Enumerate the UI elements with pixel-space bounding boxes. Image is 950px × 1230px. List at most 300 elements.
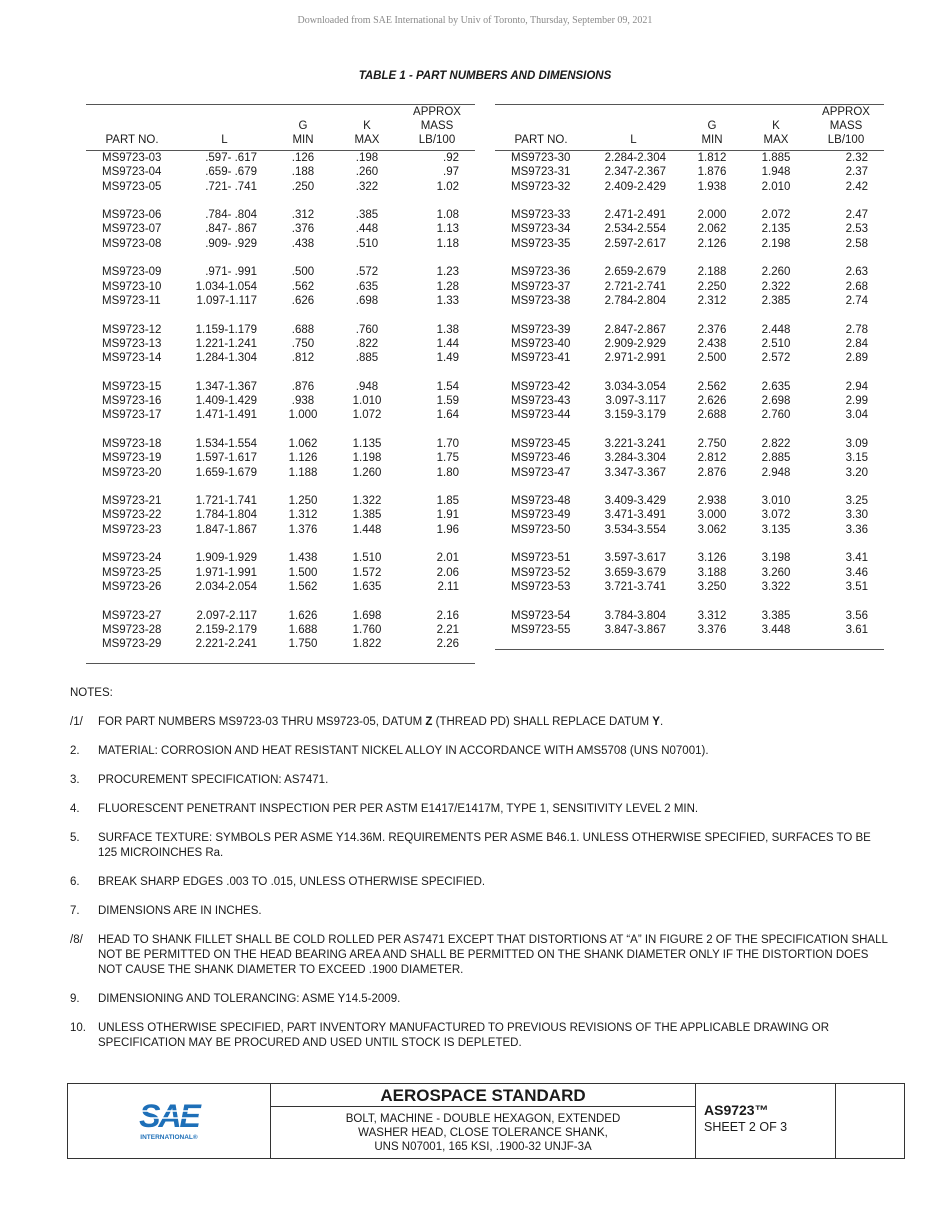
g-min: 2.126 — [697, 237, 727, 250]
part-number: MS9723-07 — [102, 223, 162, 236]
k-max: 2.948 — [761, 466, 791, 479]
length-range: 3.159-3.179 — [604, 409, 666, 422]
length-range: 2.784-2.804 — [604, 294, 666, 307]
length-range: .784- .804 — [205, 209, 257, 222]
approx-mass: 2.99 — [845, 395, 868, 408]
approx-mass: 1.91 — [436, 509, 459, 522]
header-part-no: PART NO. — [86, 105, 178, 151]
k-max: .510 — [355, 237, 379, 250]
length-range: 2.847-2.867 — [604, 323, 666, 336]
table-row — [86, 523, 475, 537]
k-max: 1.822 — [352, 638, 382, 651]
k-max: .385 — [355, 209, 379, 222]
k-max: .260 — [355, 166, 379, 179]
table-row — [495, 151, 884, 166]
table-row — [495, 623, 884, 637]
approx-mass: 1.13 — [436, 223, 459, 236]
approx-mass: 3.56 — [845, 609, 868, 622]
length-range: 1.659-1.679 — [195, 466, 257, 479]
approx-mass: 3.25 — [845, 495, 868, 508]
part-number: MS9723-22 — [102, 509, 162, 522]
header-g: G MIN — [680, 105, 744, 151]
g-min: 3.062 — [697, 523, 727, 536]
g-min: .812 — [291, 352, 315, 365]
approx-mass: 2.68 — [845, 280, 868, 293]
approx-mass: 3.20 — [845, 466, 868, 479]
header-mass: APPROX MASS LB/100 — [808, 105, 884, 151]
approx-mass: 3.15 — [845, 452, 868, 465]
approx-mass: 2.32 — [845, 152, 868, 164]
length-range: 3.534-3.554 — [604, 523, 666, 536]
table-row — [495, 523, 884, 537]
part-number: MS9723-47 — [511, 466, 571, 479]
part-number: MS9723-42 — [511, 380, 571, 393]
note-text: MATERIAL: CORROSION AND HEAT RESISTANT NICKEL ALLOY IN ACCORDANCE WITH AMS5708 (UNS N07001). — [98, 745, 709, 757]
note-text: HEAD TO SHANK FILLET SHALL BE COLD ROLLED PER AS7471 EXCEPT THAT DISTORTIONS AT “A” IN FIGURE 2 OF THE SPECIFICATION SHALL NOT BE PERMITTED ON THE HEAD BEARING AREA AND SHALL BE PERMITTED ON THE SHANK DIAMETER ONLY IF THE DISTORTION DOES NOT CAUSE THE SHANK DIAMETER TO EXCEED .1900 DIAMETER. — [98, 934, 888, 976]
length-range: 2.221-2.241 — [195, 638, 257, 651]
length-range: 3.097-3.117 — [605, 395, 666, 408]
part-number: MS9723-51 — [511, 552, 571, 565]
k-max: 1.572 — [352, 566, 382, 579]
g-min: 2.626 — [697, 395, 727, 408]
part-number: MS9723-29 — [102, 638, 162, 651]
part-number: MS9723-46 — [511, 452, 571, 465]
k-max: .198 — [355, 152, 379, 164]
table-row — [86, 623, 475, 637]
table-row — [86, 251, 475, 280]
k-max: 3.072 — [761, 509, 791, 522]
part-number: MS9723-10 — [102, 280, 162, 293]
approx-mass: 1.64 — [436, 409, 459, 422]
part-number: MS9723-41 — [511, 352, 571, 365]
approx-mass: 1.18 — [436, 237, 459, 250]
length-range: 2.034-2.054 — [195, 580, 257, 593]
length-range: 3.034-3.054 — [604, 380, 666, 393]
k-max: 3.135 — [761, 523, 791, 536]
document-id — [696, 1084, 836, 1158]
header-part-no: PART NO. — [495, 105, 587, 151]
g-min: .126 — [291, 152, 315, 164]
g-min: .750 — [291, 337, 315, 350]
table-row — [495, 180, 884, 194]
g-min: 1.188 — [288, 466, 318, 479]
table-row — [86, 194, 475, 223]
g-min: .312 — [291, 209, 315, 222]
table-row — [495, 251, 884, 280]
part-number: MS9723-39 — [511, 323, 571, 336]
k-max: .948 — [355, 380, 379, 393]
k-max: 2.760 — [761, 409, 791, 422]
table-row — [86, 480, 475, 509]
note-item — [70, 744, 890, 759]
download-watermark: Downloaded from SAE International by Univ of Toronto, Thursday, September 09, 2021 — [297, 15, 653, 26]
approx-mass: 2.58 — [845, 237, 868, 250]
part-description: BOLT, MACHINE - DOUBLE HEXAGON, EXTENDED WASHER HEAD, CLOSE TOLERANCE SHANK, UNS N07001, 165 KSI, .1900-32 UNJF-3A — [345, 1113, 621, 1153]
k-max: 3.010 — [761, 495, 791, 508]
k-max: 2.010 — [761, 180, 791, 193]
note-text: FOR PART NUMBERS MS9723-03 THRU MS9723-05, DATUM Z (THREAD PD) SHALL REPLACE DATUM Y. — [98, 716, 664, 728]
note-text: BREAK SHARP EDGES .003 TO .015, UNLESS OTHERWISE SPECIFIED. — [98, 876, 486, 888]
part-number: MS9723-26 — [102, 580, 162, 593]
g-min: 1.126 — [288, 452, 318, 465]
part-table-right — [495, 104, 884, 650]
table-row — [495, 580, 884, 594]
table-row — [495, 280, 884, 294]
approx-mass: 2.89 — [845, 352, 868, 365]
table-row — [495, 365, 884, 394]
g-min: 1.626 — [288, 609, 318, 622]
length-range: .847- .867 — [205, 223, 257, 236]
length-range: .909- .929 — [205, 237, 257, 250]
part-number: MS9723-32 — [511, 180, 571, 193]
note-number: 7. — [70, 905, 80, 917]
k-max: 1.510 — [352, 552, 382, 565]
header-k: K MAX — [744, 105, 808, 151]
approx-mass: 1.75 — [436, 452, 459, 465]
g-min: 1.312 — [288, 509, 318, 522]
part-number: MS9723-36 — [511, 266, 571, 279]
part-number: MS9723-24 — [102, 552, 162, 565]
note-item — [70, 1021, 890, 1051]
length-range: 1.597-1.617 — [195, 452, 257, 465]
k-max: .322 — [355, 180, 379, 193]
table-row — [86, 466, 475, 480]
k-max: 2.698 — [761, 395, 791, 408]
length-range: 1.471-1.491 — [195, 409, 257, 422]
g-min: .250 — [291, 180, 315, 193]
g-min: 3.188 — [697, 566, 727, 579]
approx-mass: .92 — [443, 152, 459, 164]
length-range: 2.909-2.929 — [604, 337, 666, 350]
length-range: 2.097-2.117 — [196, 609, 257, 622]
length-range: 1.284-1.304 — [195, 352, 257, 365]
part-number: MS9723-09 — [102, 266, 162, 279]
g-min: .562 — [291, 280, 315, 293]
approx-mass: 2.53 — [845, 223, 868, 236]
g-min: 1.938 — [697, 180, 727, 193]
length-range: 3.471-3.491 — [604, 509, 666, 522]
k-max: .635 — [355, 280, 379, 293]
g-min: 2.188 — [697, 266, 727, 279]
approx-mass: 1.38 — [436, 323, 459, 336]
table-row — [86, 637, 475, 651]
table-row — [86, 280, 475, 294]
table-row — [86, 537, 475, 566]
table-row — [495, 408, 884, 422]
table-row — [495, 394, 884, 408]
header-mass: APPROX MASS LB/100 — [399, 105, 475, 151]
table-row — [495, 594, 884, 623]
length-range: 2.534-2.554 — [604, 223, 666, 236]
g-min: 1.750 — [288, 638, 318, 651]
g-min: 1.876 — [697, 166, 727, 179]
note-number: 5. — [70, 832, 80, 844]
part-number: MS9723-13 — [102, 337, 162, 350]
g-min: 1.500 — [288, 566, 318, 579]
approx-mass: 1.96 — [436, 523, 459, 536]
revision-box — [836, 1084, 904, 1158]
approx-mass: 1.70 — [436, 437, 459, 450]
length-range: 2.284-2.304 — [604, 152, 666, 164]
g-min: .876 — [291, 380, 315, 393]
k-max: 2.322 — [761, 280, 791, 293]
note-text: PROCUREMENT SPECIFICATION: AS7471. — [98, 774, 329, 786]
length-range: 2.159-2.179 — [195, 623, 257, 636]
table-row — [86, 594, 475, 623]
table-row — [495, 222, 884, 236]
length-range: 2.721-2.741 — [604, 280, 666, 293]
note-item — [70, 875, 890, 890]
approx-mass: 1.02 — [436, 180, 459, 193]
length-range: 3.659-3.679 — [604, 566, 666, 579]
note-number: /8/ — [70, 934, 83, 946]
note-item — [70, 715, 890, 730]
part-number: MS9723-33 — [511, 209, 571, 222]
length-range: 1.347-1.367 — [195, 380, 257, 393]
note-text: SURFACE TEXTURE: SYMBOLS PER ASME Y14.36M. REQUIREMENTS PER ASME B46.1. UNLESS OTHERWISE SPECIFIED, SURFACES TO BE 125 MICROINCHES Ra. — [98, 832, 871, 859]
table-row — [495, 537, 884, 566]
k-max: 2.510 — [761, 337, 791, 350]
header-g: G MIN — [271, 105, 335, 151]
g-min: 1.062 — [288, 437, 318, 450]
approx-mass: 2.42 — [845, 180, 868, 193]
approx-mass: 2.47 — [845, 209, 868, 222]
g-min: 1.812 — [697, 152, 727, 164]
k-max: 2.072 — [761, 209, 791, 222]
approx-mass: 2.78 — [845, 323, 868, 336]
part-number: MS9723-54 — [511, 609, 571, 622]
part-number: MS9723-11 — [102, 294, 161, 307]
part-number: MS9723-40 — [511, 337, 571, 350]
svg-text:INTERNATIONAL®: INTERNATIONAL® — [140, 1134, 198, 1141]
g-min: 1.688 — [288, 623, 318, 636]
approx-mass: 2.26 — [436, 638, 459, 651]
approx-mass: 2.01 — [436, 552, 459, 565]
g-min: .938 — [291, 395, 315, 408]
g-min: 2.312 — [697, 294, 727, 307]
svg-text:SAE: SAE — [139, 1100, 199, 1134]
length-range: 1.034-1.054 — [195, 280, 257, 293]
approx-mass: 3.61 — [845, 623, 868, 636]
length-range: 2.471-2.491 — [604, 209, 666, 222]
g-min: 2.938 — [697, 495, 727, 508]
g-min: .500 — [291, 266, 315, 279]
g-min: .376 — [291, 223, 315, 236]
k-max: 1.260 — [352, 466, 382, 479]
k-max: .885 — [355, 352, 379, 365]
part-number: MS9723-03 — [102, 152, 162, 164]
length-range: 2.597-2.617 — [604, 237, 666, 250]
k-max: .448 — [355, 223, 379, 236]
g-min: 3.126 — [697, 552, 727, 565]
k-max: 1.198 — [352, 452, 382, 465]
length-range: 1.221-1.241 — [195, 337, 257, 350]
g-min: 3.000 — [697, 509, 727, 522]
part-number: MS9723-30 — [511, 152, 571, 164]
note-number: 6. — [70, 876, 80, 888]
g-min: .626 — [291, 294, 315, 307]
g-min: 2.750 — [697, 437, 727, 450]
length-range: 3.221-3.241 — [604, 437, 666, 450]
table-row — [495, 237, 884, 251]
table-row — [86, 308, 475, 337]
part-number: MS9723-21 — [102, 495, 162, 508]
k-max: 3.198 — [761, 552, 791, 565]
table-row — [86, 566, 475, 580]
table-row — [86, 508, 475, 522]
part-number: MS9723-20 — [102, 466, 162, 479]
part-number: MS9723-05 — [102, 180, 162, 193]
table-row — [495, 294, 884, 308]
k-max: 3.260 — [761, 566, 791, 579]
part-number: MS9723-50 — [511, 523, 571, 536]
table-row — [495, 423, 884, 452]
table-row — [86, 423, 475, 452]
length-range: 1.409-1.429 — [195, 395, 257, 408]
part-number: MS9723-34 — [511, 223, 571, 236]
header-l: L — [587, 105, 680, 151]
table-row — [495, 466, 884, 480]
title-block-main — [271, 1084, 696, 1158]
note-number: 3. — [70, 774, 80, 786]
g-min: .688 — [291, 323, 315, 336]
k-max: .760 — [355, 323, 379, 336]
k-max: 2.572 — [761, 352, 791, 365]
approx-mass: .97 — [443, 166, 459, 179]
part-number: MS9723-52 — [511, 566, 571, 579]
approx-mass: 1.85 — [436, 495, 459, 508]
approx-mass: 1.49 — [436, 352, 459, 365]
length-range: 1.721-1.741 — [195, 495, 257, 508]
note-number: 2. — [70, 745, 80, 757]
k-max: .572 — [355, 266, 379, 279]
approx-mass: 1.44 — [436, 337, 459, 350]
length-range: 1.159-1.179 — [195, 323, 257, 336]
approx-mass: 1.80 — [436, 466, 459, 479]
note-item — [70, 933, 890, 978]
part-number: MS9723-14 — [102, 352, 162, 365]
k-max: 2.448 — [761, 323, 791, 336]
length-range: 2.971-2.991 — [604, 352, 666, 365]
part-number: MS9723-08 — [102, 237, 162, 250]
table-row — [86, 337, 475, 351]
length-range: .971- .991 — [205, 266, 257, 279]
part-number: MS9723-55 — [511, 623, 571, 636]
table-row — [86, 580, 475, 594]
length-range: 3.409-3.429 — [604, 495, 666, 508]
g-min: 1.000 — [288, 409, 318, 422]
approx-mass: 3.46 — [845, 566, 868, 579]
part-number: MS9723-38 — [511, 294, 571, 307]
g-min: .188 — [291, 166, 315, 179]
k-max: .698 — [355, 294, 379, 307]
part-number: MS9723-17 — [102, 409, 162, 422]
approx-mass: 2.63 — [845, 266, 868, 279]
part-number: MS9723-48 — [511, 495, 571, 508]
length-range: .721- .741 — [205, 180, 257, 193]
note-number: /1/ — [70, 716, 83, 728]
approx-mass: 2.94 — [845, 380, 868, 393]
part-number: MS9723-45 — [511, 437, 571, 450]
g-min: 3.312 — [697, 609, 727, 622]
g-min: 2.062 — [697, 223, 727, 236]
table-title: TABLE 1 - PART NUMBERS AND DIMENSIONS — [358, 70, 612, 82]
approx-mass: 1.28 — [436, 280, 459, 293]
approx-mass: 3.36 — [845, 523, 868, 536]
notes-title: NOTES: — [70, 687, 113, 699]
approx-mass: 2.37 — [845, 166, 868, 179]
part-number: MS9723-23 — [102, 523, 162, 536]
part-number: MS9723-28 — [102, 623, 162, 636]
k-max: 2.635 — [761, 380, 791, 393]
part-number: MS9723-49 — [511, 509, 571, 522]
approx-mass: 1.08 — [436, 209, 459, 222]
g-min: 2.876 — [697, 466, 727, 479]
document-number: AS9723™ — [704, 1102, 769, 1118]
k-max: 1.135 — [352, 437, 382, 450]
table-row — [495, 337, 884, 351]
table-row — [86, 180, 475, 194]
g-min: 2.688 — [697, 409, 727, 422]
k-max: 1.385 — [352, 509, 382, 522]
k-max: 2.822 — [761, 437, 791, 450]
note-text: DIMENSIONS ARE IN INCHES. — [98, 905, 262, 917]
note-item — [70, 992, 890, 1007]
length-range: 3.784-3.804 — [604, 609, 666, 622]
k-max: 3.385 — [761, 609, 791, 622]
g-min: 2.562 — [697, 380, 727, 393]
note-item — [70, 904, 890, 919]
k-max: 1.948 — [761, 166, 791, 179]
part-table-left — [86, 104, 475, 664]
note-item — [70, 831, 890, 861]
length-range: .659- .679 — [205, 166, 257, 179]
g-min: 1.376 — [288, 523, 318, 536]
length-range: 2.347-2.367 — [604, 166, 666, 179]
table-row — [86, 365, 475, 394]
approx-mass: 3.41 — [845, 552, 868, 565]
title-block — [67, 1083, 905, 1159]
note-number: 10. — [70, 1022, 86, 1034]
length-range: 1.534-1.554 — [195, 437, 257, 450]
table-row — [86, 294, 475, 308]
table-row — [495, 308, 884, 337]
k-max: 2.135 — [761, 223, 791, 236]
g-min: 3.376 — [697, 623, 727, 636]
k-max: 1.635 — [352, 580, 382, 593]
g-min: 1.250 — [288, 495, 318, 508]
notes-section — [70, 686, 890, 1065]
note-number: 9. — [70, 993, 80, 1005]
k-max: 1.698 — [352, 609, 382, 622]
approx-mass: 1.54 — [436, 380, 459, 393]
part-number: MS9723-37 — [511, 280, 571, 293]
part-number: MS9723-04 — [102, 166, 162, 179]
k-max: 1.448 — [352, 523, 382, 536]
approx-mass: 3.04 — [845, 409, 868, 422]
part-number: MS9723-16 — [102, 395, 162, 408]
length-range: 3.721-3.741 — [604, 580, 666, 593]
table-row — [86, 451, 475, 465]
standard-heading: AEROSPACE STANDARD — [271, 1084, 695, 1107]
approx-mass: 2.84 — [845, 337, 868, 350]
k-max: 3.448 — [761, 623, 791, 636]
approx-mass: 3.30 — [845, 509, 868, 522]
k-max: 2.885 — [761, 452, 791, 465]
g-min: 1.438 — [288, 552, 318, 565]
part-number: MS9723-18 — [102, 437, 162, 450]
g-min: 2.438 — [697, 337, 727, 350]
